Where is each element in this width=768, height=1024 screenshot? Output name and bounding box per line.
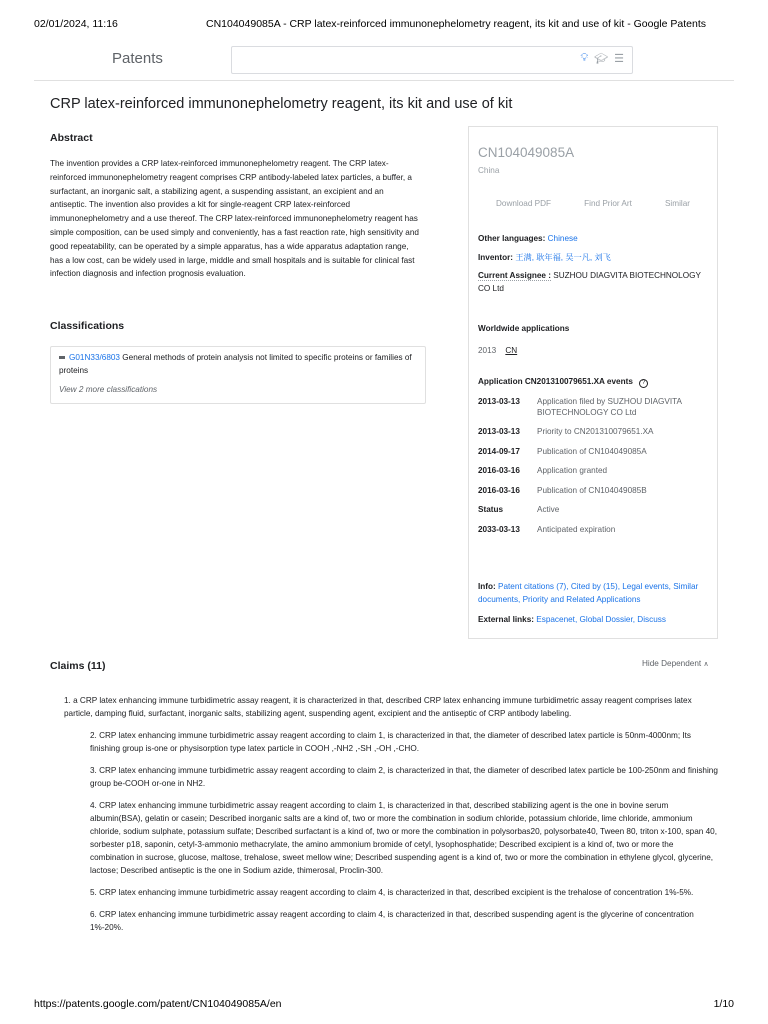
claims-heading: Claims (11)	[50, 660, 106, 672]
event-text: Active	[537, 505, 560, 514]
patent-sidebar	[468, 126, 718, 639]
inventor-line	[478, 252, 708, 265]
events-label: Application CN201310079651.XA events	[478, 377, 633, 386]
filter-icon[interactable]: ☰	[614, 53, 624, 65]
hide-dependent-label: Hide Dependent	[642, 659, 702, 668]
publication-country: China	[478, 166, 500, 175]
events-heading	[478, 376, 708, 389]
external-links-label: External links:	[478, 615, 534, 624]
event-row	[478, 466, 708, 477]
abstract-heading: Abstract	[50, 132, 93, 144]
classifications-heading: Classifications	[50, 320, 125, 332]
patent-title: CRP latex-reinforced immunonephelometry reagent, its kit and use of kit	[50, 96, 513, 112]
assignee-value: SUZHOU DIAGVITA BIOTECHNOLOGY CO Ltd	[478, 271, 701, 293]
event-row	[478, 397, 708, 418]
search-tools	[580, 52, 624, 65]
print-date: 02/01/2024, 11:16	[34, 18, 118, 30]
classification-bullet-icon	[59, 356, 65, 359]
event-text: Publication of CN104049085A	[537, 446, 647, 456]
find-prior-art-button[interactable]: Find Prior Art	[584, 199, 632, 208]
worldwide-year: 2013	[478, 346, 497, 355]
event-date: 2016-03-16	[478, 485, 520, 495]
download-pdf-button[interactable]: Download PDF	[496, 199, 552, 208]
claim-item: 3. CRP latex enhancing immune turbidimetric assay reagent according to claim 2, is characterized in that, the diameter of described latex particle be 100-250nm and finishing group be-COOH or-one in NH2.	[90, 766, 718, 788]
print-footer	[34, 998, 734, 1010]
help-icon[interactable]: ?	[639, 379, 648, 388]
events-list	[478, 397, 708, 544]
claim-item: 2. CRP latex enhancing immune turbidimetric assay reagent according to claim 1, is characterized in that, the diameter of described latex particle is 50nm-4000nm; Its finishing group is-one or physisorption type latex particle in COOH ,-NH2 ,-SH ,-OH ,-CHO.	[90, 731, 692, 753]
info-line	[478, 581, 708, 606]
claim-item: 1. a CRP latex enhancing immune turbidimetric assay reagent, it is characterized in that, described CRP latex enhancing immune turbidimetric assay reagent comprises latex particle, damping fluid, surfactant, inorganic salts, stabilizing agent, suspending agent, excipient and the antiseptic of CRP antibody labeling.	[64, 696, 692, 718]
hide-dependent-toggle[interactable]	[642, 659, 709, 668]
other-languages-label: Other languages:	[478, 234, 546, 243]
view-more-classifications[interactable]: View 2 more classifications	[59, 385, 158, 394]
similar-button[interactable]: Similar	[664, 199, 690, 208]
classification-item	[59, 351, 417, 377]
worldwide-heading	[478, 323, 708, 336]
other-languages	[478, 233, 708, 246]
worldwide-label: Worldwide applications	[478, 324, 570, 333]
publication-number: CN104049085A	[478, 145, 575, 160]
event-text: Anticipated expiration	[537, 524, 616, 534]
event-text: Application filed by SUZHOU DIAGVITA BIOTECHNOLOGY CO Ltd	[537, 397, 682, 417]
print-page-title: CN104049085A - CRP latex-reinforced immunonephelometry reagent, its kit and use of kit - Google Patents	[206, 18, 706, 30]
claim-item: 5. CRP latex enhancing immune turbidimetric assay reagent according to claim 4, is characterized in that, described excipient is the trehalose of concentration 1%-5%.	[90, 888, 694, 897]
print-url: https://patents.google.com/patent/CN104049085A/en	[34, 998, 282, 1010]
claims-list	[50, 694, 718, 943]
event-row	[478, 447, 708, 458]
classification-code-link[interactable]: G01N33/6803	[69, 353, 120, 362]
classification-box	[50, 346, 426, 404]
event-date: 2016-03-16	[478, 466, 520, 475]
event-date: 2013-03-13	[478, 427, 520, 436]
info-label: Info:	[478, 582, 496, 591]
event-row	[478, 486, 708, 497]
print-page-number: 1/10	[713, 998, 734, 1010]
classification-desc: General methods of protein analysis not limited to specific proteins or families of proteins	[59, 353, 412, 375]
event-row	[478, 505, 708, 516]
claim-item: 6. CRP latex enhancing immune turbidimetric assay reagent according to claim 4, is characterized in that, described suspending agent is the glycerine of concentration 1%-20%.	[90, 910, 694, 932]
event-text: Application granted	[537, 466, 608, 475]
search-input[interactable]	[231, 46, 633, 74]
inventor-label: Inventor:	[478, 253, 514, 262]
sidebar-actions	[478, 199, 708, 208]
info-links[interactable]: Patent citations (7), Cited by (15), Legal events, Similar documents, Priority and Related Applications	[478, 582, 699, 604]
print-header	[34, 18, 734, 30]
other-language-link[interactable]: Chinese	[547, 234, 578, 243]
worldwide-country-link[interactable]: CN	[505, 346, 518, 355]
event-date: 2013-03-13	[478, 397, 520, 406]
event-date: 2033-03-13	[478, 524, 520, 534]
patents-logo[interactable]: Patents	[112, 50, 163, 67]
event-row	[478, 525, 708, 536]
event-text: Publication of CN104049085B	[537, 485, 647, 495]
event-date: Status	[478, 505, 504, 514]
chevron-up-icon: ∧	[703, 661, 709, 668]
abstract-text: The invention provides a CRP latex-reinforced immunonephelometry reagent. The CRP latex-reinforced immunonephelometry reagent comprises CRP antibody-labeled latex particles, a buffer, a surfactant, an inorganic salt, a stabilizing agent, a suspending assistant, an excipient and an antiseptic. The invention also provides a kit for single-reagent CRP latex-reinforced immunonephelometry and a use thereof. The CRP latex-reinforced immunonephelometry reagent has simple composition, can be used simply and conveniently, has a fast reaction rate, high sensitivity and good repeatability, can be operated by a simple apparatus, has a wide apparatus adaptation range, has a low cost, can be widely used in large, middle and small hospitals and is suitable for clinical fast infection diagnosis and infection prognosis evaluation.	[50, 159, 419, 279]
inventor-links[interactable]: 王满, 耿年福, 吴一凡, 刘飞	[515, 253, 611, 262]
top-bar	[34, 44, 734, 81]
claim-item: 4. CRP latex enhancing immune turbidimetric assay reagent according to claim 1, is characterized in that, described stabilizing agent is the one in bovine serum albumin(BSA), gelatin or casein; Described inorganic salts are a kind of, two or more the combination in sodium chloride, potassium chloride, lime chloride, ammonium chloride, sodium sulphate, potassium sulfate; Described surfactant is a kind of, two or more the combination in polysorbas20, polysorbate40, Tween 80, triton x-100, span 40, sorbester p18, saponin, cetyl-3-ammonio methacrylate, the amino ammonium bromide of cetyl, lysophosphatide; Described excipient is a kind of, two or more the combination in sucrose, glucose, maltose, trehalose, sweet mellow wine; Described suspending agent is a kind of, two or more the combination in ethylene glycol, glycerine, lactose; Described antiseptic is the one in Sodium azide, thimerosal, Proclin-300.	[90, 801, 717, 875]
event-text: Priority to CN201310079651.XA	[537, 427, 654, 436]
scholar-icon[interactable]: 🎓︎	[594, 53, 609, 65]
event-date: 2014-09-17	[478, 446, 520, 456]
worldwide-apps	[478, 345, 708, 358]
external-links[interactable]: Espacenet, Global Dossier, Discuss	[536, 615, 666, 624]
assignee-line	[478, 270, 708, 295]
lightbulb-icon[interactable]: 💡︎	[580, 52, 589, 64]
external-links-line	[478, 614, 708, 627]
assignee-label: Current Assignee :	[478, 271, 551, 280]
event-row	[478, 427, 708, 438]
